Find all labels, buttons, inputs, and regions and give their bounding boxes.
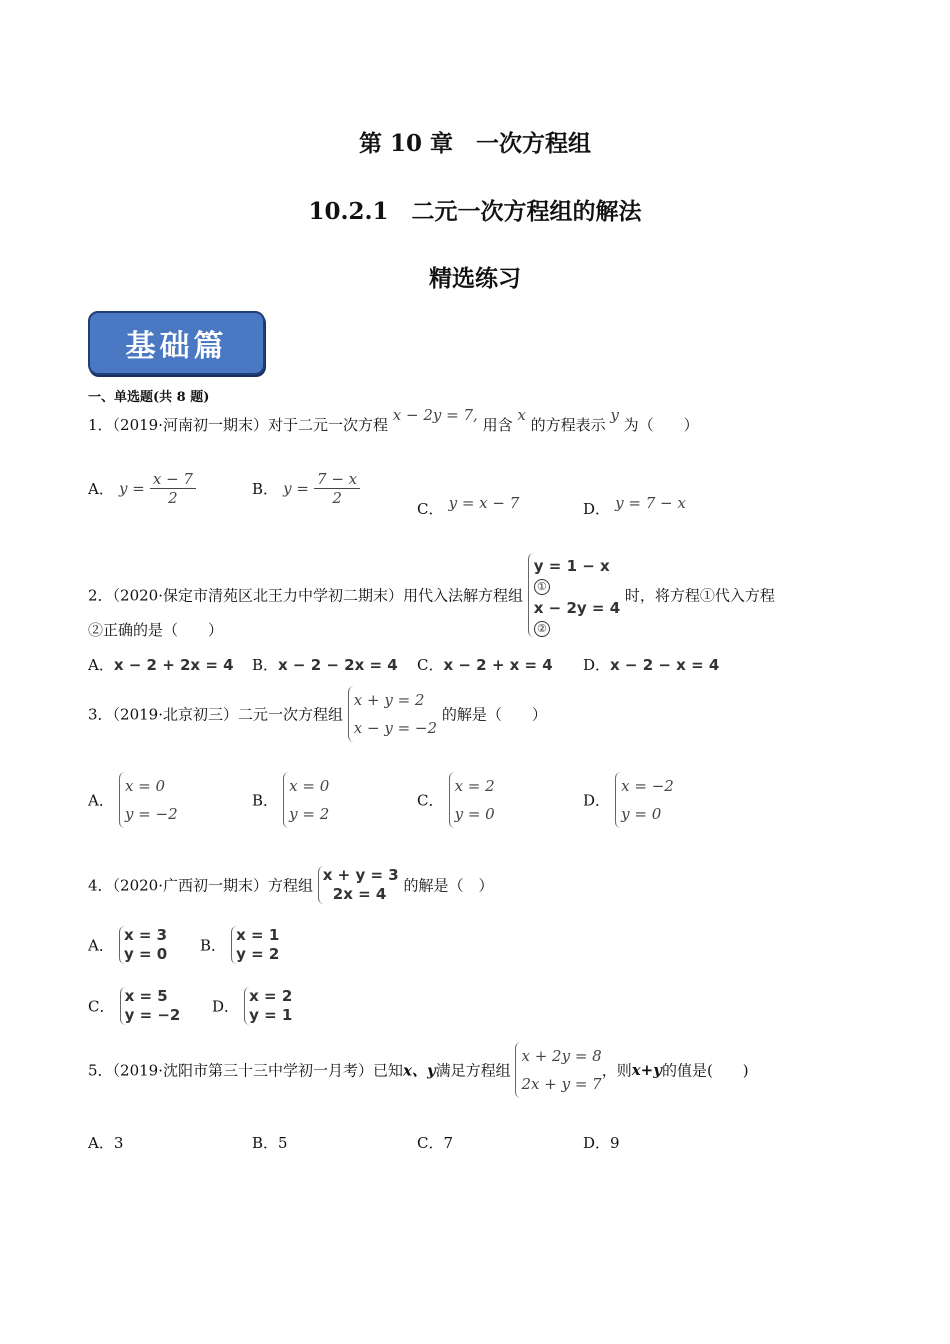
option-label: D． <box>583 1134 611 1152</box>
option-label: B． <box>252 656 279 674</box>
q2-prefix: 2．（2020·保定市清苑区北王力中学初二期末）用代入法解方程组 <box>88 586 523 605</box>
q4-prefix: 4．（2020·广西初一期末）方程组 <box>88 876 313 895</box>
option-eq2: y = 0 <box>454 805 495 823</box>
option-system <box>615 772 674 828</box>
q5-sum: x+y <box>631 1061 662 1079</box>
option-label: D． <box>583 791 611 810</box>
q3-eq2: x − y = −2 <box>353 719 438 737</box>
q3-eq1: x + y = 2 <box>353 691 425 709</box>
circle-1: ① <box>534 579 550 595</box>
option-value: 5 <box>278 1134 288 1152</box>
q4-suffix: 的解是（ ） <box>403 876 494 895</box>
chapter-title: 第 10 章 一次方程组 <box>358 130 592 157</box>
fraction <box>314 470 360 507</box>
option-eq2: y = −2 <box>124 1006 181 1024</box>
q5-mid: 满足方程组 <box>435 1061 511 1080</box>
q1-var-y: y <box>610 406 619 424</box>
q5-option-b[interactable] <box>252 1132 288 1153</box>
option-label: A． <box>88 1134 114 1152</box>
option-label: B． <box>200 936 227 955</box>
option-label: C． <box>88 997 115 1016</box>
q2-option-b[interactable] <box>252 654 398 675</box>
q4-eq1: x + y = 3 <box>322 866 399 884</box>
option-eq1: x = 0 <box>124 777 166 795</box>
option-lhs: y = <box>283 479 309 498</box>
q5-prefix: 5．（2019·沈阳市第三十三中学初一月考）已知 <box>88 1061 403 1080</box>
question-5 <box>88 1042 749 1098</box>
option-eq1: x = 1 <box>236 926 280 944</box>
q5-eq2: 2x + y = 7 <box>521 1075 602 1093</box>
option-system <box>244 987 292 1025</box>
option-eq1: x = 3 <box>123 926 168 944</box>
q3-option-a[interactable] <box>88 772 178 828</box>
q1-prefix: 1．（2019·河南初一期末）对于二元一次方程 <box>88 416 388 434</box>
q4-option-c[interactable] <box>88 987 180 1025</box>
option-label: A． <box>88 791 114 810</box>
option-eq2: y = 2 <box>289 805 330 823</box>
q1-option-d[interactable] <box>583 492 686 518</box>
fraction-denominator: 2 <box>168 489 178 507</box>
option-eq2: y = 0 <box>621 805 662 823</box>
q5-option-a[interactable] <box>88 1132 123 1153</box>
option-system <box>119 926 167 964</box>
q2-line2: ②正确的是（ ） <box>88 621 224 639</box>
q3-option-c[interactable] <box>417 772 495 828</box>
option-system <box>231 926 279 964</box>
option-eq1: x = 2 <box>249 987 293 1005</box>
option-eq2: y = −2 <box>124 805 178 823</box>
option-eq2: y = 2 <box>236 945 280 963</box>
q1-option-a[interactable] <box>88 470 196 507</box>
question-1 <box>88 406 699 435</box>
option-label: D． <box>583 500 611 518</box>
option-label: A． <box>88 936 114 955</box>
option-expression: x − 2 + x = 4 <box>443 656 553 674</box>
option-value: 9 <box>610 1134 620 1152</box>
option-expression: x − 2 − x = 4 <box>610 656 720 674</box>
fraction-numerator: 7 − x <box>314 470 360 489</box>
option-label: A． <box>88 480 114 498</box>
option-eq2: y = 1 <box>249 1006 293 1024</box>
q1-end: 为（ ） <box>623 416 699 434</box>
option-label: A． <box>88 656 114 674</box>
q1-option-c[interactable] <box>417 492 520 518</box>
q2-option-a[interactable] <box>88 654 234 675</box>
option-eq1: x = 5 <box>124 987 168 1005</box>
q1-mid2: 的方程表示 <box>530 416 606 434</box>
option-label: B． <box>252 791 279 810</box>
q3-suffix: 的解是（ ） <box>441 705 547 724</box>
option-lhs: y = <box>118 479 145 498</box>
option-system <box>283 772 329 828</box>
q4-option-b[interactable] <box>200 926 279 964</box>
q4-system <box>318 866 399 904</box>
q1-option-b[interactable] <box>252 470 360 507</box>
option-expression: x − 2 + 2x = 4 <box>113 656 234 674</box>
section-title: 10.2.1 二元一次方程组的解法 <box>308 198 642 225</box>
option-eq1: x = 0 <box>289 777 330 795</box>
option-label: D． <box>583 656 611 674</box>
q4-option-d[interactable] <box>212 987 292 1025</box>
q2-option-d[interactable] <box>583 654 719 675</box>
q3-option-d[interactable] <box>583 772 674 828</box>
q2-system <box>528 553 620 637</box>
option-eq2: y = 0 <box>123 945 168 963</box>
option-system <box>120 987 181 1025</box>
section-label: 一、单选题(共 8 题) <box>88 390 210 405</box>
option-system <box>449 772 495 828</box>
q3-option-b[interactable] <box>252 772 329 828</box>
q2-eq1-line <box>534 553 620 595</box>
question-4 <box>88 866 494 904</box>
q2-eq2: x − 2y = 4 <box>533 599 621 617</box>
option-label: C． <box>417 656 444 674</box>
fraction <box>150 470 196 507</box>
q2-suffix: 时，将方程①代入方程 <box>624 586 775 605</box>
subtitle: 精选练习 <box>429 265 521 292</box>
q5-option-c[interactable] <box>417 1132 453 1153</box>
option-label: B． <box>252 480 279 498</box>
q2-eq1: y = 1 − x <box>533 557 610 575</box>
option-expression: y = 7 − x <box>615 494 686 512</box>
option-label: B． <box>252 1134 279 1152</box>
option-eq1: x = −2 <box>621 777 674 795</box>
q4-eq2: 2x = 4 <box>332 885 387 903</box>
q4-option-a[interactable] <box>88 926 167 964</box>
q5-vars: x、y <box>403 1061 436 1080</box>
option-expression: y = x − 7 <box>448 494 520 512</box>
option-label: C． <box>417 1134 444 1152</box>
option-value: 7 <box>443 1134 454 1152</box>
q1-equation: x − 2y = 7, <box>392 406 478 424</box>
option-expression: x − 2 − 2x = 4 <box>278 656 398 674</box>
q1-mid1: 用含 <box>482 416 513 434</box>
q2-eq2-line <box>534 595 620 637</box>
option-label: C． <box>417 500 444 518</box>
level-badge: 基础篇 <box>88 311 265 375</box>
option-label: C． <box>417 791 444 810</box>
question-3 <box>88 686 547 742</box>
q3-prefix: 3．（2019·北京初三）二元一次方程组 <box>88 705 343 724</box>
q2-option-c[interactable] <box>417 654 553 675</box>
circle-2: ② <box>534 621 550 637</box>
option-label: D． <box>212 997 240 1016</box>
q1-var-x: x <box>517 406 526 424</box>
q3-system <box>348 686 437 742</box>
option-value: 3 <box>113 1134 124 1152</box>
q5-option-d[interactable] <box>583 1132 620 1153</box>
fraction-denominator: 2 <box>332 489 342 507</box>
option-system <box>119 772 178 828</box>
fraction-numerator: x − 7 <box>150 470 196 489</box>
option-eq1: x = 2 <box>454 777 495 795</box>
q5-eq1: x + 2y = 8 <box>521 1047 602 1065</box>
q5-suffix-a: ，则 <box>601 1061 632 1080</box>
q5-system <box>515 1042 601 1098</box>
q5-suffix-b: 的值是( ) <box>661 1061 749 1080</box>
